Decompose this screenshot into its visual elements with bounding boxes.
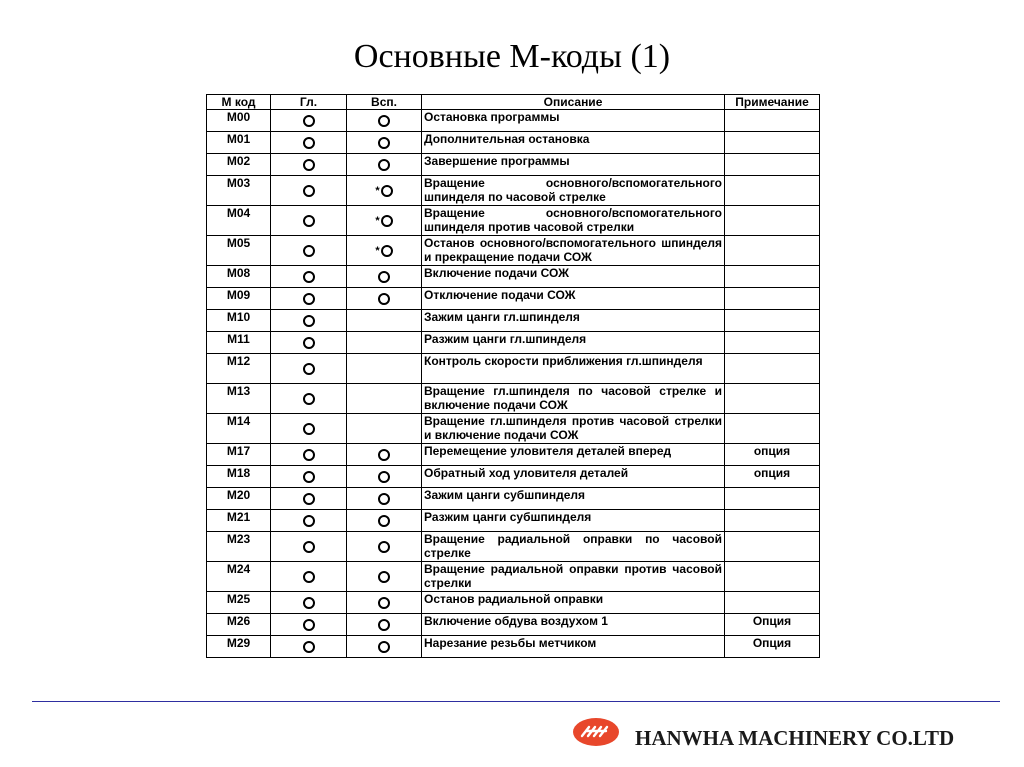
sub-spindle-cell <box>347 592 422 614</box>
note-cell <box>725 266 820 288</box>
sub-spindle-cell <box>347 488 422 510</box>
sub-spindle-cell <box>347 562 422 592</box>
main-spindle-cell <box>271 510 347 532</box>
main-spindle-cell <box>271 488 347 510</box>
circle-mark-icon <box>303 641 315 653</box>
note-cell <box>725 154 820 176</box>
circle-mark-icon <box>303 315 315 327</box>
code-cell: M21 <box>207 510 271 532</box>
asterisk-mark: * <box>375 244 380 257</box>
description-cell: Вращение радиальной оправки против часовой стрелки <box>422 562 725 592</box>
sub-spindle-cell <box>347 266 422 288</box>
description-cell: Завершение программы <box>422 154 725 176</box>
header-code: М код <box>207 95 271 110</box>
code-cell: M20 <box>207 488 271 510</box>
table-row <box>207 532 820 562</box>
circle-mark-icon <box>303 471 315 483</box>
company-name: HANWHA MACHINERY CO.LTD <box>635 726 955 750</box>
circle-mark-icon <box>378 541 390 553</box>
circle-mark-icon <box>378 597 390 609</box>
note-cell: опция <box>725 466 820 488</box>
table-row <box>207 636 820 658</box>
header-description: Описание <box>422 95 725 110</box>
note-cell <box>725 488 820 510</box>
code-cell: M10 <box>207 310 271 332</box>
main-spindle-cell <box>271 384 347 414</box>
sub-spindle-cell <box>347 288 422 310</box>
circle-mark-icon <box>378 449 390 461</box>
description-cell: Вращение основного/вспомогательного шпинделя против часовой стрелки <box>422 206 725 236</box>
circle-mark-icon <box>381 215 393 227</box>
note-cell: Опция <box>725 636 820 658</box>
description-cell: Обратный ход уловителя деталей <box>422 466 725 488</box>
circle-mark-icon <box>303 185 315 197</box>
circle-mark-icon <box>303 619 315 631</box>
table-row <box>207 592 820 614</box>
main-spindle-cell <box>271 154 347 176</box>
code-cell: M09 <box>207 288 271 310</box>
circle-mark-icon <box>303 423 315 435</box>
table-row <box>207 132 820 154</box>
sub-spindle-cell <box>347 614 422 636</box>
circle-mark-icon <box>303 449 315 461</box>
code-cell: M00 <box>207 110 271 132</box>
circle-mark-icon <box>303 541 315 553</box>
circle-mark-icon <box>378 137 390 149</box>
description-cell: Остановка программы <box>422 110 725 132</box>
main-spindle-cell <box>271 288 347 310</box>
note-cell <box>725 288 820 310</box>
main-spindle-cell <box>271 636 347 658</box>
circle-mark-icon <box>378 471 390 483</box>
description-cell: Вращение радиальной оправки по часовой стрелке <box>422 532 725 562</box>
sub-spindle-cell <box>347 176 422 206</box>
sub-spindle-cell <box>347 132 422 154</box>
code-cell: M23 <box>207 532 271 562</box>
sub-spindle-cell <box>347 354 422 384</box>
code-cell: M05 <box>207 236 271 266</box>
circle-mark-icon <box>303 363 315 375</box>
table-row <box>207 332 820 354</box>
note-cell <box>725 110 820 132</box>
main-spindle-cell <box>271 466 347 488</box>
page-title: Основные М-коды (1) <box>353 38 671 75</box>
table-row <box>207 354 820 384</box>
note-cell: Опция <box>725 614 820 636</box>
note-cell: опция <box>725 444 820 466</box>
sub-spindle-cell <box>347 332 422 354</box>
main-spindle-cell <box>271 132 347 154</box>
main-spindle-cell <box>271 614 347 636</box>
m-codes-table <box>206 94 820 658</box>
table-row <box>207 488 820 510</box>
main-spindle-cell <box>271 236 347 266</box>
circle-mark-icon <box>381 245 393 257</box>
note-cell <box>725 354 820 384</box>
code-cell: M17 <box>207 444 271 466</box>
code-cell: M02 <box>207 154 271 176</box>
circle-mark-icon <box>378 493 390 505</box>
note-cell <box>725 236 820 266</box>
sub-spindle-cell <box>347 444 422 466</box>
main-spindle-cell <box>271 206 347 236</box>
note-cell <box>725 332 820 354</box>
note-cell <box>725 592 820 614</box>
code-cell: M04 <box>207 206 271 236</box>
table-body <box>207 110 820 658</box>
description-cell: Вращение основного/вспомогательного шпинделя по часовой стрелке <box>422 176 725 206</box>
asterisk-mark: * <box>375 184 380 197</box>
circle-mark-icon <box>303 159 315 171</box>
description-cell: Разжим цанги гл.шпинделя <box>422 332 725 354</box>
circle-mark-icon <box>303 245 315 257</box>
code-cell: M11 <box>207 332 271 354</box>
circle-mark-icon <box>378 641 390 653</box>
sub-spindle-cell <box>347 154 422 176</box>
main-spindle-cell <box>271 414 347 444</box>
circle-mark-icon <box>303 393 315 405</box>
code-cell: M01 <box>207 132 271 154</box>
sub-spindle-cell <box>347 414 422 444</box>
description-cell: Контроль скорости приближения гл.шпинделя <box>422 354 725 384</box>
description-cell: Включение подачи СОЖ <box>422 266 725 288</box>
circle-mark-icon <box>303 493 315 505</box>
sub-spindle-cell <box>347 110 422 132</box>
circle-mark-icon <box>378 571 390 583</box>
circle-mark-icon <box>378 619 390 631</box>
code-cell: M26 <box>207 614 271 636</box>
table-row <box>207 236 820 266</box>
table-row <box>207 384 820 414</box>
note-cell <box>725 176 820 206</box>
table-row <box>207 444 820 466</box>
code-cell: M14 <box>207 414 271 444</box>
table-row <box>207 466 820 488</box>
description-cell: Останов основного/вспомогательного шпинделя и прекращение подачи СОЖ <box>422 236 725 266</box>
table-row <box>207 206 820 236</box>
description-cell: Нарезание резьбы метчиком <box>422 636 725 658</box>
note-cell <box>725 562 820 592</box>
main-spindle-cell <box>271 110 347 132</box>
code-cell: M08 <box>207 266 271 288</box>
table-row <box>207 414 820 444</box>
hanwha-logo-icon <box>572 717 620 747</box>
code-cell: M25 <box>207 592 271 614</box>
circle-mark-icon <box>303 337 315 349</box>
code-cell: M29 <box>207 636 271 658</box>
description-cell: Дополнительная остановка <box>422 132 725 154</box>
description-cell: Перемещение уловителя деталей вперед <box>422 444 725 466</box>
circle-mark-icon <box>303 515 315 527</box>
circle-mark-icon <box>378 159 390 171</box>
circle-mark-icon <box>378 271 390 283</box>
table-row <box>207 154 820 176</box>
circle-mark-icon <box>378 515 390 527</box>
note-cell <box>725 532 820 562</box>
table-row <box>207 310 820 332</box>
note-cell <box>725 206 820 236</box>
circle-mark-icon <box>381 185 393 197</box>
main-spindle-cell <box>271 310 347 332</box>
main-spindle-cell <box>271 532 347 562</box>
sub-spindle-cell <box>347 310 422 332</box>
description-cell: Зажим цанги субшпинделя <box>422 488 725 510</box>
main-spindle-cell <box>271 354 347 384</box>
circle-mark-icon <box>303 271 315 283</box>
description-cell: Включение обдува воздухом 1 <box>422 614 725 636</box>
main-spindle-cell <box>271 592 347 614</box>
main-spindle-cell <box>271 332 347 354</box>
description-cell: Разжим цанги субшпинделя <box>422 510 725 532</box>
header-note: Примечание <box>725 95 820 110</box>
note-cell <box>725 510 820 532</box>
note-cell <box>725 414 820 444</box>
sub-spindle-cell <box>347 532 422 562</box>
circle-mark-icon <box>378 293 390 305</box>
description-cell: Отключение подачи СОЖ <box>422 288 725 310</box>
circle-mark-icon <box>303 571 315 583</box>
table-row <box>207 614 820 636</box>
footer-divider <box>32 701 1000 702</box>
code-cell: M12 <box>207 354 271 384</box>
description-cell: Вращение гл.шпинделя против часовой стрелки и включение подачи СОЖ <box>422 414 725 444</box>
main-spindle-cell <box>271 266 347 288</box>
note-cell <box>725 132 820 154</box>
code-cell: M18 <box>207 466 271 488</box>
sub-spindle-cell <box>347 236 422 266</box>
circle-mark-icon <box>303 597 315 609</box>
note-cell <box>725 310 820 332</box>
code-cell: M24 <box>207 562 271 592</box>
main-spindle-cell <box>271 176 347 206</box>
sub-spindle-cell <box>347 636 422 658</box>
sub-spindle-cell <box>347 384 422 414</box>
code-cell: M03 <box>207 176 271 206</box>
table-row <box>207 510 820 532</box>
circle-mark-icon <box>303 293 315 305</box>
table-header-row <box>207 95 820 110</box>
table-row <box>207 266 820 288</box>
circle-mark-icon <box>303 115 315 127</box>
header-main: Гл. <box>271 95 347 110</box>
table-row <box>207 110 820 132</box>
sub-spindle-cell <box>347 466 422 488</box>
table-row <box>207 176 820 206</box>
description-cell: Вращение гл.шпинделя по часовой стрелке и включение подачи СОЖ <box>422 384 725 414</box>
asterisk-mark: * <box>375 214 380 227</box>
sub-spindle-cell <box>347 510 422 532</box>
header-sub: Всп. <box>347 95 422 110</box>
description-cell: Зажим цанги гл.шпинделя <box>422 310 725 332</box>
main-spindle-cell <box>271 444 347 466</box>
circle-mark-icon <box>378 115 390 127</box>
table-row <box>207 562 820 592</box>
circle-mark-icon <box>303 137 315 149</box>
main-spindle-cell <box>271 562 347 592</box>
note-cell <box>725 384 820 414</box>
code-cell: M13 <box>207 384 271 414</box>
circle-mark-icon <box>303 215 315 227</box>
table-row <box>207 288 820 310</box>
description-cell: Останов радиальной оправки <box>422 592 725 614</box>
sub-spindle-cell <box>347 206 422 236</box>
